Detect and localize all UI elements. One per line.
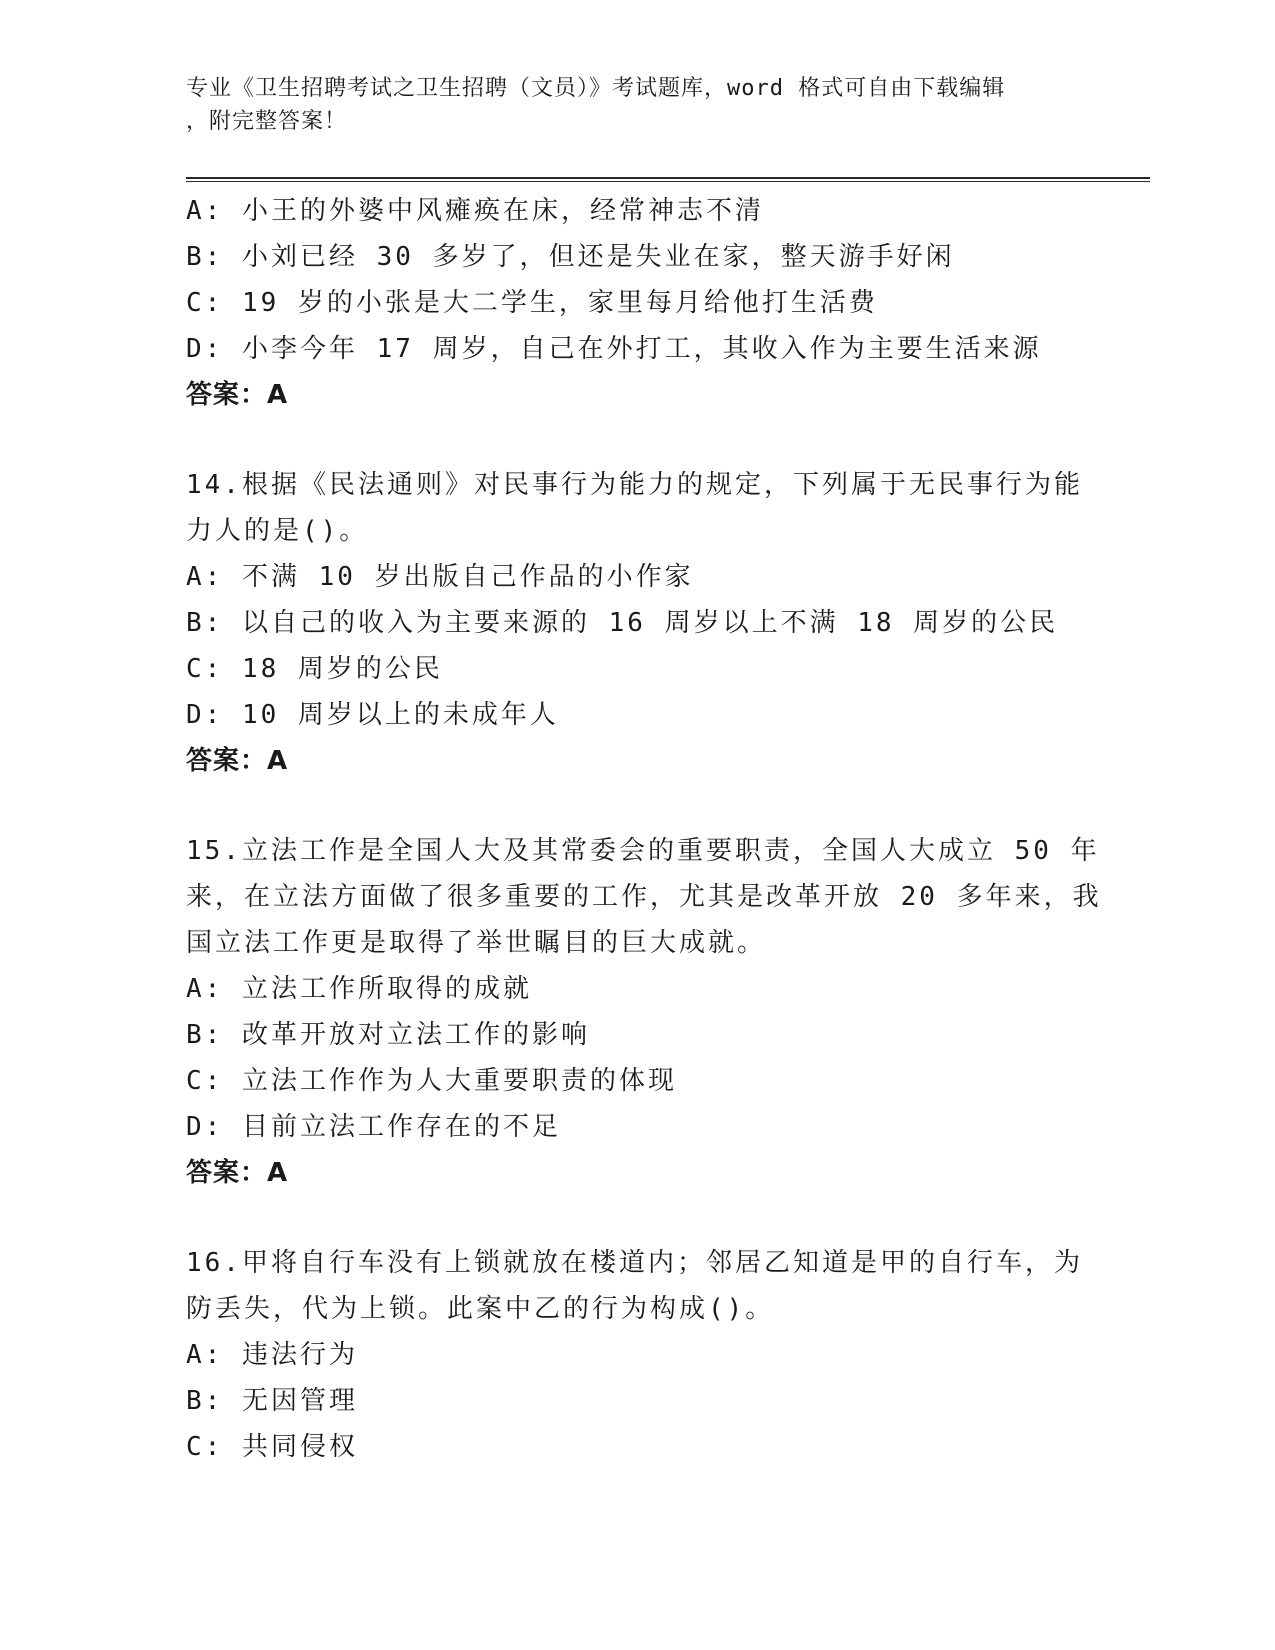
stem-line: 力人的是()。 — [186, 516, 369, 546]
option-d: D: 小李今年 17 周岁，自己在外打工，其收入作为主要生活来源 — [186, 334, 1042, 364]
question-16 — [186, 1240, 1086, 1470]
option-a: A: 不满 10 岁出版自己作品的小作家 — [186, 562, 694, 592]
option-b: B: 以自己的收入为主要来源的 16 周岁以上不满 18 周岁的公民 — [186, 608, 1059, 638]
document-header — [186, 72, 1066, 138]
stem-line: 防丢失，代为上锁。此案中乙的行为构成()。 — [186, 1294, 775, 1324]
stem-line: 14.根据《民法通则》对民事行为能力的规定，下列属于无民事行为能 — [186, 470, 1083, 500]
header-divider — [186, 177, 1150, 182]
option-a: A: 立法工作所取得的成就 — [186, 974, 532, 1004]
option-c: C: 18 周岁的公民 — [186, 654, 443, 684]
option-a: A: 小王的外婆中风瘫痪在床，经常神志不清 — [186, 196, 764, 226]
question-13 — [186, 188, 1086, 418]
option-c: C: 立法工作作为人大重要职责的体现 — [186, 1066, 677, 1096]
option-b: B: 小刘已经 30 多岁了，但还是失业在家，整天游手好闲 — [186, 242, 955, 272]
question-14 — [186, 462, 1086, 784]
question-stem — [186, 1240, 1086, 1332]
question-list — [186, 188, 1102, 1470]
answer: 答案：A — [186, 1158, 289, 1188]
stem-line: 国立法工作更是取得了举世瞩目的巨大成就。 — [186, 928, 767, 958]
option-b: B: 无因管理 — [186, 1386, 358, 1416]
option-b: B: 改革开放对立法工作的影响 — [186, 1020, 590, 1050]
question-stem — [186, 462, 1086, 554]
option-a: A: 违法行为 — [186, 1340, 358, 1370]
answer: 答案：A — [186, 380, 289, 410]
header-line-2: ，附完整答案！ — [186, 109, 348, 134]
question-stem — [186, 828, 1102, 966]
question-15 — [186, 828, 1102, 1196]
option-c: C: 共同侵权 — [186, 1432, 358, 1462]
option-c: C: 19 岁的小张是大二学生，家里每月给他打生活费 — [186, 288, 878, 318]
stem-line: 来，在立法方面做了很多重要的工作，尤其是改革开放 20 多年来，我 — [186, 882, 1102, 912]
stem-line: 15.立法工作是全国人大及其常委会的重要职责，全国人大成立 50 年 — [186, 836, 1100, 866]
stem-line: 16.甲将自行车没有上锁就放在楼道内；邻居乙知道是甲的自行车，为 — [186, 1248, 1083, 1278]
option-d: D: 10 周岁以上的未成年人 — [186, 700, 559, 730]
option-d: D: 目前立法工作存在的不足 — [186, 1112, 561, 1142]
answer: 答案：A — [186, 746, 289, 776]
header-line-1: 专业《卫生招聘考试之卫生招聘（文员）》考试题库，word 格式可自由下载编辑 — [186, 76, 1006, 101]
